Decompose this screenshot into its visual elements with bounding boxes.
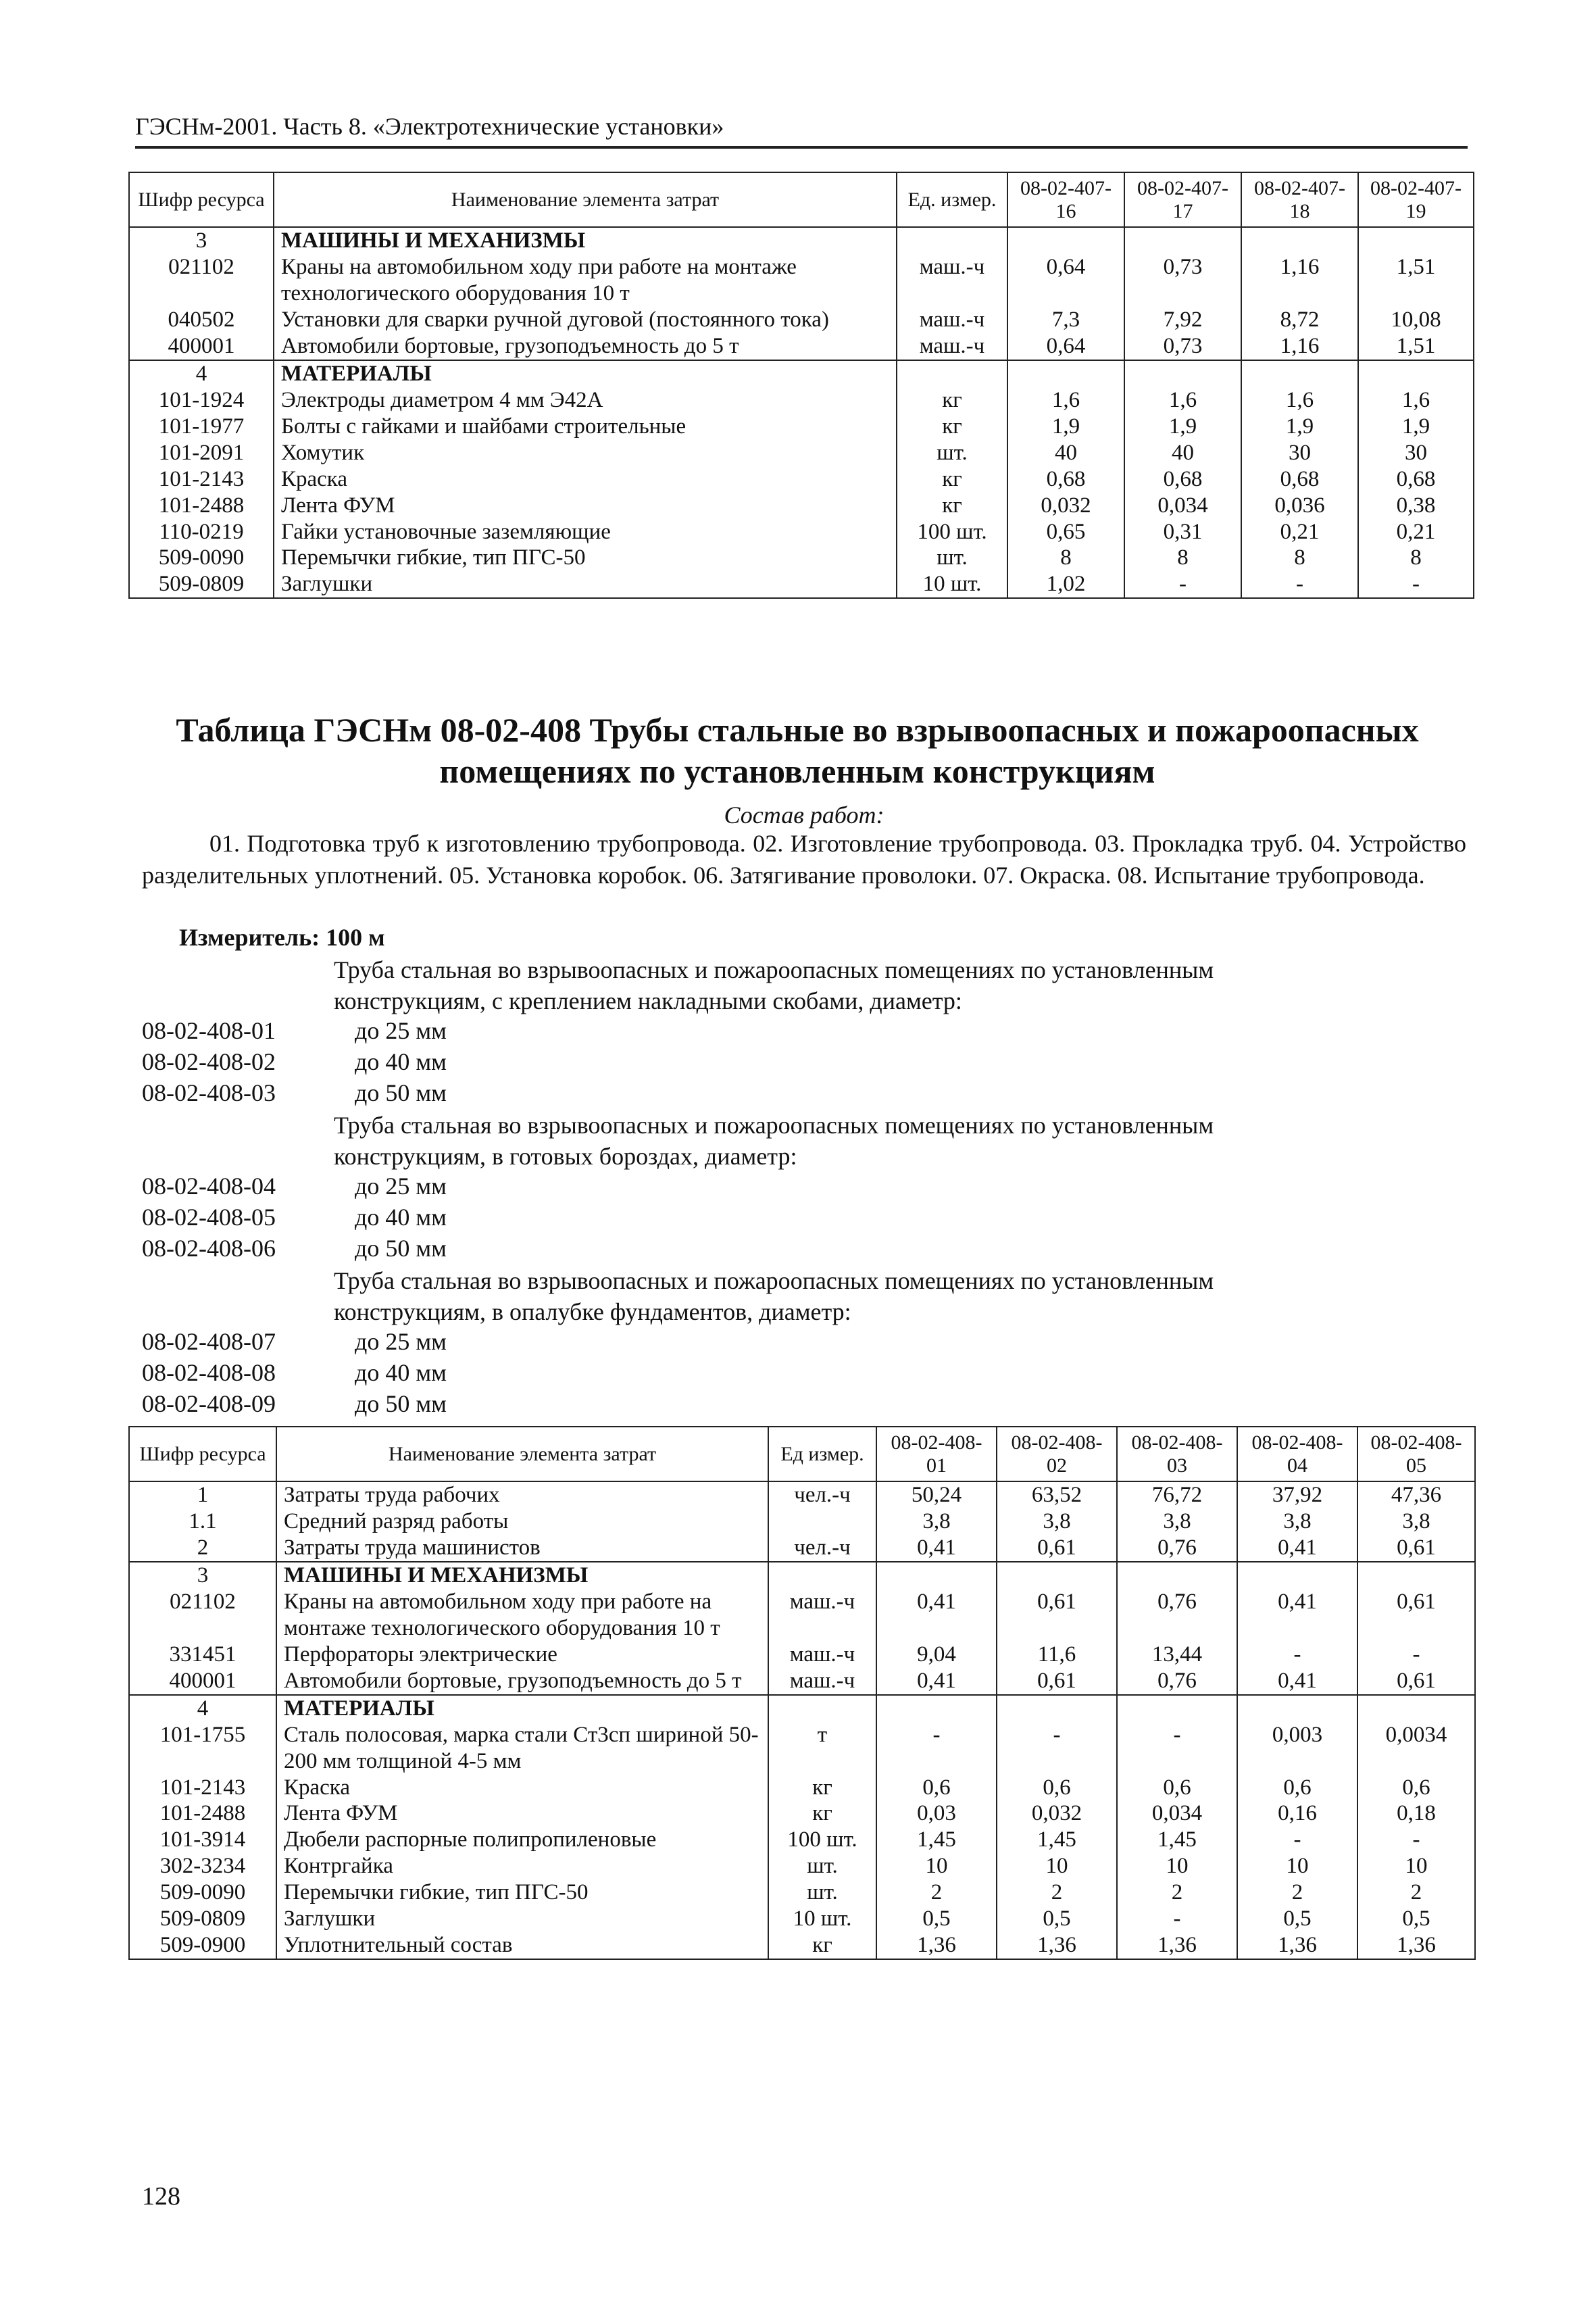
group-description: Труба стальная во взрывоопасных и пожароопасных помещениях по установленным конструкциям, в готовых бороздах, диаметр: — [334, 1112, 1214, 1171]
cost-element-name: Сталь полосовая, марка стали Ст3сп шириной 50-200 мм толщиной 4-5 мм — [276, 1722, 768, 1775]
cost-element-name: МАТЕРИАЛЫ — [276, 1695, 768, 1722]
unit-cell: 100 шт. — [768, 1827, 876, 1853]
resource-code: 101-2143 — [129, 1775, 276, 1801]
table-body — [129, 1481, 1475, 1959]
value-cell — [1357, 1695, 1475, 1722]
resource-code: 040502 — [129, 307, 274, 333]
value-cell: 0,38 — [1358, 493, 1474, 519]
value-cell: 0,68 — [1358, 466, 1474, 493]
unit-cell: маш.-ч — [897, 307, 1007, 333]
norm-size: до 40 мм — [355, 1048, 447, 1075]
meter-label: Измеритель: 100 м — [179, 924, 385, 951]
table-row — [129, 1879, 1475, 1906]
unit-cell: кг — [897, 387, 1007, 414]
header-norm-code: 08-02-408-02 — [997, 1427, 1117, 1481]
value-cell: 0,61 — [1357, 1589, 1475, 1642]
value-cell: 1,36 — [1237, 1932, 1357, 1959]
header-code: Шифр ресурса — [129, 172, 274, 227]
unit-cell: кг — [897, 466, 1007, 493]
header-norm-code: 08-02-408-03 — [1117, 1427, 1237, 1481]
value-cell: 0,73 — [1124, 333, 1241, 360]
resource-code: 509-0900 — [129, 1932, 276, 1959]
resource-code: 509-0809 — [129, 571, 274, 598]
value-cell: 1,9 — [1007, 414, 1124, 440]
value-cell: 1,6 — [1007, 387, 1124, 414]
value-cell: 2 — [1357, 1879, 1475, 1906]
header-norm-code: 08-02-408-01 — [876, 1427, 997, 1481]
resource-code: 400001 — [129, 333, 274, 360]
value-cell — [1007, 360, 1124, 387]
value-cell: 0,0034 — [1357, 1722, 1475, 1775]
value-cell: - — [1124, 571, 1241, 598]
value-cell: 0,41 — [876, 1589, 997, 1642]
cost-element-name: МАШИНЫ И МЕХАНИЗМЫ — [276, 1562, 768, 1589]
value-cell: - — [1358, 571, 1474, 598]
value-cell: 0,61 — [997, 1668, 1117, 1695]
header-unit: Ед. измер. — [897, 172, 1007, 227]
table-row — [129, 227, 1474, 254]
unit-cell — [768, 1508, 876, 1535]
unit-cell: шт. — [768, 1879, 876, 1906]
unit-cell: шт. — [897, 545, 1007, 571]
composition-label: Состав работ: — [724, 802, 884, 829]
value-cell: 1,36 — [1117, 1932, 1237, 1959]
value-cell: - — [1117, 1906, 1237, 1932]
value-cell — [1241, 227, 1358, 254]
unit-cell: 100 шт. — [897, 519, 1007, 545]
resource-code: 101-2143 — [129, 466, 274, 493]
unit-cell: т — [768, 1722, 876, 1775]
value-cell: 0,76 — [1117, 1535, 1237, 1562]
value-cell: 76,72 — [1117, 1481, 1237, 1508]
works-list: 01. Подготовка труб к изготовлению трубопровода. 02. Изготовление трубопровода. 03. Прокладка труб. 04. Устройство разделительных уплотнений. 05. Установка коробок. 06. Затягивание проволоки. 07. Окраска. 08. Испытание трубопровода. — [142, 830, 1466, 889]
cost-element-name: Краны на автомобильном ходу при работе на монтаже технологического оборудования 10 т — [274, 254, 897, 307]
resource-code: 101-2488 — [129, 493, 274, 519]
unit-cell: кг — [768, 1800, 876, 1827]
value-cell: 0,032 — [1007, 493, 1124, 519]
value-cell — [1117, 1562, 1237, 1589]
value-cell: 0,68 — [1241, 466, 1358, 493]
value-cell: 0,5 — [876, 1906, 997, 1932]
value-cell: 9,04 — [876, 1642, 997, 1668]
group-description: Труба стальная во взрывоопасных и пожароопасных помещениях по установленным конструкциям, с креплением накладными скобами, диаметр: — [334, 956, 1214, 1015]
value-cell: 10 — [1117, 1853, 1237, 1879]
unit-cell: маш.-ч — [768, 1668, 876, 1695]
cost-element-name: МАШИНЫ И МЕХАНИЗМЫ — [274, 227, 897, 254]
resource-code: 101-1977 — [129, 414, 274, 440]
cost-element-name: Хомутик — [274, 440, 897, 466]
value-cell: 1,45 — [1117, 1827, 1237, 1853]
value-cell: 1,45 — [997, 1827, 1117, 1853]
resource-code: 2 — [129, 1535, 276, 1562]
value-cell: 8 — [1124, 545, 1241, 571]
table-row — [129, 1800, 1475, 1827]
table-row — [129, 1562, 1475, 1589]
norm-size: до 40 мм — [355, 1359, 447, 1386]
value-cell — [1241, 360, 1358, 387]
value-cell: 0,41 — [876, 1535, 997, 1562]
section-title — [135, 710, 1460, 792]
resource-code: 509-0809 — [129, 1906, 276, 1932]
value-cell: 0,6 — [1357, 1775, 1475, 1801]
table-row — [129, 387, 1474, 414]
header-code: Шифр ресурса — [129, 1427, 276, 1481]
value-cell: 0,65 — [1007, 519, 1124, 545]
unit-cell — [897, 360, 1007, 387]
resource-code: 509-0090 — [129, 545, 274, 571]
unit-cell — [897, 227, 1007, 254]
value-cell — [1237, 1562, 1357, 1589]
value-cell: 2 — [997, 1879, 1117, 1906]
value-cell: 0,003 — [1237, 1722, 1357, 1775]
value-cell — [1117, 1695, 1237, 1722]
value-cell: 0,76 — [1117, 1589, 1237, 1642]
resource-code: 4 — [129, 360, 274, 387]
group-description: Труба стальная во взрывоопасных и пожароопасных помещениях по установленным конструкциям, в опалубке фундаментов, диаметр: — [334, 1267, 1214, 1326]
value-cell: 8 — [1241, 545, 1358, 571]
value-cell: 63,52 — [997, 1481, 1117, 1508]
unit-cell: чел.-ч — [768, 1535, 876, 1562]
value-cell: 0,21 — [1241, 519, 1358, 545]
cost-element-name: Заглушки — [274, 571, 897, 598]
page-number: 128 — [142, 2182, 180, 2211]
value-cell: 1,36 — [1357, 1932, 1475, 1959]
value-cell: - — [876, 1722, 997, 1775]
header-norm-code: 08-02-407-16 — [1007, 172, 1124, 227]
value-cell: 10 — [876, 1853, 997, 1879]
value-cell: 3,8 — [876, 1508, 997, 1535]
unit-cell: маш.-ч — [768, 1642, 876, 1668]
resource-table-408 — [128, 1426, 1476, 1960]
norm-code: 08-02-408-05 — [142, 1204, 276, 1231]
value-cell: - — [1117, 1722, 1237, 1775]
unit-cell: кг — [768, 1932, 876, 1959]
table-row — [129, 545, 1474, 571]
value-cell: 0,6 — [876, 1775, 997, 1801]
resource-code: 302-3234 — [129, 1853, 276, 1879]
value-cell: 0,18 — [1357, 1800, 1475, 1827]
resource-table-407 — [128, 172, 1474, 599]
table-row — [129, 1853, 1475, 1879]
value-cell: - — [1237, 1827, 1357, 1853]
header-norm-code: 08-02-408-05 — [1357, 1427, 1475, 1481]
value-cell: 0,5 — [997, 1906, 1117, 1932]
resource-code: 1.1 — [129, 1508, 276, 1535]
norm-code: 08-02-408-04 — [142, 1173, 276, 1200]
value-cell: 0,6 — [1237, 1775, 1357, 1801]
value-cell: 47,36 — [1357, 1481, 1475, 1508]
value-cell: 0,68 — [1124, 466, 1241, 493]
cost-element-name: Лента ФУМ — [274, 493, 897, 519]
resource-code: 101-3914 — [129, 1827, 276, 1853]
value-cell: 10,08 — [1358, 307, 1474, 333]
value-cell: - — [1241, 571, 1358, 598]
header-norm-code: 08-02-407-19 — [1358, 172, 1474, 227]
resource-code: 3 — [129, 1562, 276, 1589]
unit-cell: шт. — [768, 1853, 876, 1879]
value-cell: 0,032 — [997, 1800, 1117, 1827]
resource-code: 509-0090 — [129, 1879, 276, 1906]
value-cell — [1007, 227, 1124, 254]
value-cell: 1,9 — [1124, 414, 1241, 440]
norm-size: до 25 мм — [355, 1173, 447, 1200]
value-cell: 0,6 — [1117, 1775, 1237, 1801]
norm-size: до 50 мм — [355, 1235, 447, 1262]
header-norm-code: 08-02-408-04 — [1237, 1427, 1357, 1481]
norm-size: до 50 мм — [355, 1390, 447, 1417]
resource-code: 021102 — [129, 254, 274, 307]
value-cell: 0,31 — [1124, 519, 1241, 545]
norm-size: до 50 мм — [355, 1079, 447, 1106]
value-cell: 0,034 — [1117, 1800, 1237, 1827]
value-cell: 0,034 — [1124, 493, 1241, 519]
norm-code: 08-02-408-08 — [142, 1359, 276, 1386]
value-cell: 10 — [1237, 1853, 1357, 1879]
table-row — [129, 1589, 1475, 1642]
value-cell: 3,8 — [997, 1508, 1117, 1535]
value-cell: 7,92 — [1124, 307, 1241, 333]
resource-code: 101-2091 — [129, 440, 274, 466]
value-cell: 50,24 — [876, 1481, 997, 1508]
value-cell — [997, 1562, 1117, 1589]
norm-code: 08-02-408-06 — [142, 1235, 276, 1262]
cost-element-name: Краны на автомобильном ходу при работе на монтаже технологического оборудования 10 т — [276, 1589, 768, 1642]
cost-element-name: Перемычки гибкие, тип ПГС-50 — [274, 545, 897, 571]
value-cell: - — [1237, 1642, 1357, 1668]
value-cell — [1357, 1562, 1475, 1589]
value-cell: 0,5 — [1357, 1906, 1475, 1932]
cost-element-name: Установки для сварки ручной дуговой (постоянного тока) — [274, 307, 897, 333]
resource-code: 101-1924 — [129, 387, 274, 414]
norm-size: до 25 мм — [355, 1017, 447, 1044]
value-cell: 1,36 — [876, 1932, 997, 1959]
cost-element-name: Автомобили бортовые, грузоподъемность до 5 т — [276, 1668, 768, 1695]
table-row — [129, 333, 1474, 360]
value-cell: 1,9 — [1358, 414, 1474, 440]
cost-element-name: Уплотнительный состав — [276, 1932, 768, 1959]
cost-element-name: Дюбели распорные полипропиленовые — [276, 1827, 768, 1853]
cost-element-name: Контргайка — [276, 1853, 768, 1879]
value-cell: 0,64 — [1007, 254, 1124, 307]
table-row — [129, 519, 1474, 545]
header-norm-code: 08-02-407-18 — [1241, 172, 1358, 227]
section-title-line: Таблица ГЭСНм 08-02-408 Трубы стальные во взрывоопасных и пожароопасных — [176, 711, 1419, 749]
cost-element-name: МАТЕРИАЛЫ — [274, 360, 897, 387]
table-row — [129, 1775, 1475, 1801]
unit-cell: 10 шт. — [897, 571, 1007, 598]
value-cell: 3,8 — [1357, 1508, 1475, 1535]
value-cell — [876, 1562, 997, 1589]
value-cell: 1,9 — [1241, 414, 1358, 440]
resource-code: 101-2488 — [129, 1800, 276, 1827]
value-cell: - — [1357, 1827, 1475, 1853]
table-body — [129, 227, 1474, 598]
resource-code: 4 — [129, 1695, 276, 1722]
value-cell: 30 — [1241, 440, 1358, 466]
value-cell: 0,5 — [1237, 1906, 1357, 1932]
value-cell: 0,61 — [997, 1535, 1117, 1562]
table-row — [129, 493, 1474, 519]
value-cell: 2 — [876, 1879, 997, 1906]
value-cell: 0,61 — [997, 1589, 1117, 1642]
value-cell: 8 — [1007, 545, 1124, 571]
value-cell: 0,76 — [1117, 1668, 1237, 1695]
value-cell: 1,16 — [1241, 254, 1358, 307]
table-row — [129, 466, 1474, 493]
value-cell: 0,16 — [1237, 1800, 1357, 1827]
norm-code: 08-02-408-03 — [142, 1079, 276, 1106]
header-unit: Ед измер. — [768, 1427, 876, 1481]
table-row — [129, 1668, 1475, 1695]
unit-cell: кг — [897, 493, 1007, 519]
header-norm-code: 08-02-407-17 — [1124, 172, 1241, 227]
unit-cell: 10 шт. — [768, 1906, 876, 1932]
value-cell: 30 — [1358, 440, 1474, 466]
value-cell: 0,41 — [876, 1668, 997, 1695]
value-cell: 1,45 — [876, 1827, 997, 1853]
value-cell: 37,92 — [1237, 1481, 1357, 1508]
table-row — [129, 254, 1474, 307]
table-row — [129, 360, 1474, 387]
value-cell: 11,6 — [997, 1642, 1117, 1668]
value-cell: 2 — [1237, 1879, 1357, 1906]
value-cell: - — [997, 1722, 1117, 1775]
value-cell: 1,6 — [1241, 387, 1358, 414]
unit-cell: кг — [768, 1775, 876, 1801]
value-cell: 8,72 — [1241, 307, 1358, 333]
norm-code: 08-02-408-01 — [142, 1017, 276, 1044]
cost-element-name: Лента ФУМ — [276, 1800, 768, 1827]
table-row — [129, 1906, 1475, 1932]
resource-code: 400001 — [129, 1668, 276, 1695]
resource-code: 101-1755 — [129, 1722, 276, 1775]
value-cell: 1,51 — [1358, 254, 1474, 307]
value-cell: 40 — [1007, 440, 1124, 466]
value-cell: 0,41 — [1237, 1668, 1357, 1695]
resource-code: 331451 — [129, 1642, 276, 1668]
value-cell: 0,41 — [1237, 1589, 1357, 1642]
cost-element-name: Средний разряд работы — [276, 1508, 768, 1535]
value-cell — [876, 1695, 997, 1722]
cost-element-name: Затраты труда рабочих — [276, 1481, 768, 1508]
value-cell: 1,02 — [1007, 571, 1124, 598]
table-row — [129, 1508, 1475, 1535]
value-cell — [1124, 227, 1241, 254]
unit-cell: маш.-ч — [768, 1589, 876, 1642]
value-cell: 8 — [1358, 545, 1474, 571]
table-row — [129, 1642, 1475, 1668]
value-cell: 0,73 — [1124, 254, 1241, 307]
value-cell: 0,036 — [1241, 493, 1358, 519]
norm-code: 08-02-408-07 — [142, 1328, 276, 1355]
table-row — [129, 1827, 1475, 1853]
value-cell — [1237, 1695, 1357, 1722]
value-cell — [1358, 360, 1474, 387]
value-cell: 10 — [1357, 1853, 1475, 1879]
cost-element-name: Затраты труда машинистов — [276, 1535, 768, 1562]
value-cell: 10 — [997, 1853, 1117, 1879]
value-cell: 7,3 — [1007, 307, 1124, 333]
norm-size: до 25 мм — [355, 1328, 447, 1355]
unit-cell: шт. — [897, 440, 1007, 466]
unit-cell: чел.-ч — [768, 1481, 876, 1508]
table-row — [129, 414, 1474, 440]
table-row — [129, 440, 1474, 466]
value-cell: 2 — [1117, 1879, 1237, 1906]
table-row — [129, 307, 1474, 333]
unit-cell: маш.-ч — [897, 333, 1007, 360]
value-cell: 13,44 — [1117, 1642, 1237, 1668]
value-cell: 1,6 — [1124, 387, 1241, 414]
value-cell: 0,68 — [1007, 466, 1124, 493]
value-cell: - — [1357, 1642, 1475, 1668]
value-cell: 0,61 — [1357, 1535, 1475, 1562]
table-row — [129, 1535, 1475, 1562]
norm-code: 08-02-408-09 — [142, 1390, 276, 1417]
resource-code: 110-0219 — [129, 519, 274, 545]
value-cell — [1124, 360, 1241, 387]
table-row — [129, 1932, 1475, 1959]
header-name: Наименование элемента затрат — [276, 1427, 768, 1481]
unit-cell: кг — [897, 414, 1007, 440]
value-cell: 1,36 — [997, 1932, 1117, 1959]
table-row — [129, 1695, 1475, 1722]
unit-cell — [768, 1695, 876, 1722]
value-cell: 3,8 — [1237, 1508, 1357, 1535]
cost-element-name: Электроды диаметром 4 мм Э42А — [274, 387, 897, 414]
resource-code: 1 — [129, 1481, 276, 1508]
value-cell: 0,41 — [1237, 1535, 1357, 1562]
running-header: ГЭСНм-2001. Часть 8. «Электротехнические установки» — [135, 112, 1468, 149]
cost-element-name: Болты с гайками и шайбами строительные — [274, 414, 897, 440]
cost-element-name: Гайки установочные заземляющие — [274, 519, 897, 545]
resource-code: 021102 — [129, 1589, 276, 1642]
value-cell: 1,16 — [1241, 333, 1358, 360]
header-name: Наименование элемента затрат — [274, 172, 897, 227]
table-row — [129, 571, 1474, 598]
value-cell: 0,61 — [1357, 1668, 1475, 1695]
norm-code: 08-02-408-02 — [142, 1048, 276, 1075]
value-cell: 3,8 — [1117, 1508, 1237, 1535]
cost-element-name: Краска — [276, 1775, 768, 1801]
value-cell: 40 — [1124, 440, 1241, 466]
value-cell: 0,6 — [997, 1775, 1117, 1801]
value-cell — [1358, 227, 1474, 254]
section-title-line: помещениях по установленным конструкциям — [439, 752, 1155, 790]
unit-cell — [768, 1562, 876, 1589]
cost-element-name: Краска — [274, 466, 897, 493]
value-cell: 0,03 — [876, 1800, 997, 1827]
cost-element-name: Перемычки гибкие, тип ПГС-50 — [276, 1879, 768, 1906]
unit-cell: маш.-ч — [897, 254, 1007, 307]
norm-size: до 40 мм — [355, 1204, 447, 1231]
value-cell: 1,51 — [1358, 333, 1474, 360]
value-cell: 1,6 — [1358, 387, 1474, 414]
value-cell — [997, 1695, 1117, 1722]
table-row — [129, 1722, 1475, 1775]
cost-element-name: Заглушки — [276, 1906, 768, 1932]
cost-element-name: Автомобили бортовые, грузоподъемность до 5 т — [274, 333, 897, 360]
value-cell: 0,64 — [1007, 333, 1124, 360]
table-row — [129, 1481, 1475, 1508]
cost-element-name: Перфораторы электрические — [276, 1642, 768, 1668]
value-cell: 0,21 — [1358, 519, 1474, 545]
resource-code: 3 — [129, 227, 274, 254]
